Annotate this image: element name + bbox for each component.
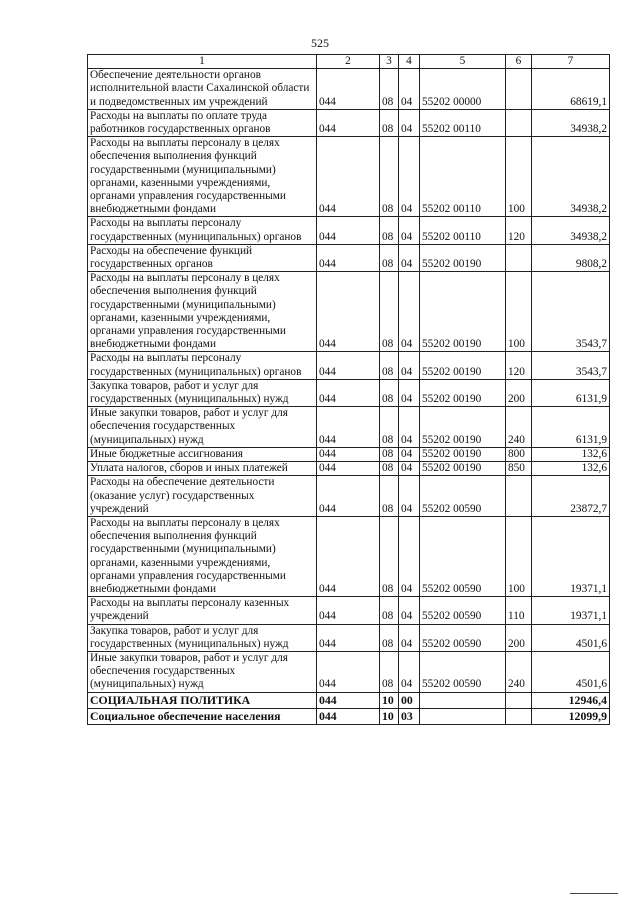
- cell-amount: 19371,1: [532, 597, 610, 624]
- cell-section: 08: [380, 109, 399, 136]
- cell-admin-code: 044: [317, 109, 380, 136]
- cell-target-article: 55202 00190: [420, 407, 506, 448]
- cell-subsection: 04: [399, 447, 420, 461]
- cell-amount: 4501,6: [532, 624, 610, 651]
- cell-section: 08: [380, 651, 399, 692]
- cell-admin-code: 044: [317, 692, 380, 708]
- cell-expense-type: [506, 708, 532, 724]
- cell-target-article: 55202 00590: [420, 597, 506, 624]
- cell-admin-code: 044: [317, 137, 380, 217]
- table-row: [88, 244, 610, 271]
- page-number: 525: [311, 36, 329, 50]
- table-body: [88, 69, 610, 724]
- cell-section: 08: [380, 352, 399, 379]
- cell-section: 08: [380, 244, 399, 271]
- cell-subsection: 04: [399, 651, 420, 692]
- cell-amount: 4501,6: [532, 651, 610, 692]
- budget-table: [87, 54, 610, 725]
- cell-subsection: 00: [399, 692, 420, 708]
- table-row: [88, 217, 610, 244]
- cell-name: СОЦИАЛЬНАЯ ПОЛИТИКА: [88, 692, 317, 708]
- cell-section: 10: [380, 692, 399, 708]
- cell-target-article: 55202 00590: [420, 476, 506, 517]
- cell-section: 08: [380, 137, 399, 217]
- cell-section: 08: [380, 69, 399, 110]
- cell-target-article: 55202 00110: [420, 217, 506, 244]
- cell-subsection: 04: [399, 244, 420, 271]
- cell-name: Расходы на обеспечение функций государственных органов: [88, 244, 317, 271]
- cell-amount: 6131,9: [532, 379, 610, 406]
- cell-name: Обеспечение деятельности органов исполнительной власти Сахалинской области и подведомственных им учреждений: [88, 69, 317, 110]
- cell-section: 08: [380, 624, 399, 651]
- cell-subsection: 03: [399, 708, 420, 724]
- cell-admin-code: 044: [317, 516, 380, 596]
- cell-subsection: 04: [399, 597, 420, 624]
- cell-expense-type: 100: [506, 137, 532, 217]
- cell-target-article: 55202 00190: [420, 244, 506, 271]
- cell-amount: 3543,7: [532, 272, 610, 352]
- cell-admin-code: 044: [317, 651, 380, 692]
- cell-subsection: 04: [399, 137, 420, 217]
- cell-expense-type: [506, 69, 532, 110]
- cell-amount: 23872,7: [532, 476, 610, 517]
- table-row: [88, 352, 610, 379]
- cell-expense-type: 240: [506, 407, 532, 448]
- table-row: [88, 69, 610, 110]
- cell-name: Иные закупки товаров, работ и услуг для обеспечения государственных (муниципальных) нужд: [88, 407, 317, 448]
- cell-expense-type: 850: [506, 462, 532, 476]
- cell-target-article: 55202 00000: [420, 69, 506, 110]
- cell-subsection: 04: [399, 217, 420, 244]
- cell-name: Уплата налогов, сборов и иных платежей: [88, 462, 317, 476]
- cell-target-article: 55202 00110: [420, 137, 506, 217]
- cell-admin-code: 044: [317, 407, 380, 448]
- table-row: [88, 462, 610, 476]
- cell-expense-type: 200: [506, 624, 532, 651]
- column-header: 2: [317, 55, 380, 69]
- cell-name: Расходы на выплаты по оплате труда работников государственных органов: [88, 109, 317, 136]
- cell-section: 08: [380, 476, 399, 517]
- cell-admin-code: 044: [317, 462, 380, 476]
- cell-expense-type: 110: [506, 597, 532, 624]
- cell-amount: 19371,1: [532, 516, 610, 596]
- cell-target-article: 55202 00190: [420, 272, 506, 352]
- cell-target-article: [420, 692, 506, 708]
- cell-subsection: 04: [399, 352, 420, 379]
- cell-subsection: 04: [399, 272, 420, 352]
- table-row: [88, 476, 610, 517]
- cell-expense-type: [506, 476, 532, 517]
- table-row: [88, 379, 610, 406]
- cell-amount: 12099,9: [532, 708, 610, 724]
- table-row: [88, 272, 610, 352]
- cell-name: Иные закупки товаров, работ и услуг для обеспечения государственных (муниципальных) нужд: [88, 651, 317, 692]
- column-header: 5: [420, 55, 506, 69]
- cell-name: Расходы на выплаты персоналу в целях обеспечения выполнения функций государственными (муниципальными) органами, казенными учреждениями, органами управления государственными внебюджетными фондами: [88, 137, 317, 217]
- cell-target-article: 55202 00590: [420, 651, 506, 692]
- cell-section: 08: [380, 516, 399, 596]
- cell-subsection: 04: [399, 476, 420, 517]
- cell-expense-type: 100: [506, 516, 532, 596]
- table-row: [88, 447, 610, 461]
- table-row: [88, 624, 610, 651]
- table-row: [88, 109, 610, 136]
- cell-section: 10: [380, 708, 399, 724]
- cell-admin-code: 044: [317, 708, 380, 724]
- cell-name: Иные бюджетные ассигнования: [88, 447, 317, 461]
- footer-rule: [570, 893, 618, 894]
- cell-name: Закупка товаров, работ и услуг для государственных (муниципальных) нужд: [88, 624, 317, 651]
- column-header: 4: [399, 55, 420, 69]
- cell-admin-code: 044: [317, 624, 380, 651]
- table-row: [88, 597, 610, 624]
- cell-expense-type: 200: [506, 379, 532, 406]
- cell-expense-type: 120: [506, 217, 532, 244]
- cell-subsection: 04: [399, 462, 420, 476]
- cell-target-article: 55202 00110: [420, 109, 506, 136]
- cell-amount: 132,6: [532, 447, 610, 461]
- cell-target-article: 55202 00590: [420, 516, 506, 596]
- cell-section: 08: [380, 447, 399, 461]
- cell-section: 08: [380, 217, 399, 244]
- table-row: [88, 516, 610, 596]
- cell-admin-code: 044: [317, 379, 380, 406]
- cell-name: Расходы на выплаты персоналу в целях обеспечения выполнения функций государственными (муниципальными) органами, казенными учреждениями, органами управления государственными внебюджетными фондами: [88, 272, 317, 352]
- table-row: [88, 407, 610, 448]
- cell-target-article: 55202 00190: [420, 352, 506, 379]
- cell-admin-code: 044: [317, 447, 380, 461]
- cell-amount: 68619,1: [532, 69, 610, 110]
- cell-amount: 6131,9: [532, 407, 610, 448]
- cell-expense-type: 100: [506, 272, 532, 352]
- table-row: [88, 692, 610, 708]
- column-header: 7: [532, 55, 610, 69]
- cell-admin-code: 044: [317, 272, 380, 352]
- cell-section: 08: [380, 462, 399, 476]
- cell-name: Расходы на выплаты персоналу казенных учреждений: [88, 597, 317, 624]
- cell-target-article: 55202 00590: [420, 624, 506, 651]
- cell-section: 08: [380, 597, 399, 624]
- cell-amount: 132,6: [532, 462, 610, 476]
- column-header: 3: [380, 55, 399, 69]
- cell-amount: 12946,4: [532, 692, 610, 708]
- cell-name: Расходы на выплаты персоналу государственных (муниципальных) органов: [88, 217, 317, 244]
- cell-subsection: 04: [399, 69, 420, 110]
- cell-expense-type: 120: [506, 352, 532, 379]
- cell-subsection: 04: [399, 516, 420, 596]
- cell-admin-code: 044: [317, 244, 380, 271]
- cell-expense-type: 240: [506, 651, 532, 692]
- cell-subsection: 04: [399, 379, 420, 406]
- cell-target-article: 55202 00190: [420, 447, 506, 461]
- cell-name: Расходы на выплаты персоналу в целях обеспечения выполнения функций государственными (муниципальными) органами, казенными учреждениями, органами управления государственными внебюджетными фондами: [88, 516, 317, 596]
- cell-target-article: 55202 00190: [420, 379, 506, 406]
- cell-name: Закупка товаров, работ и услуг для государственных (муниципальных) нужд: [88, 379, 317, 406]
- cell-expense-type: [506, 244, 532, 271]
- cell-subsection: 04: [399, 109, 420, 136]
- cell-subsection: 04: [399, 624, 420, 651]
- cell-admin-code: 044: [317, 476, 380, 517]
- cell-section: 08: [380, 379, 399, 406]
- cell-section: 08: [380, 407, 399, 448]
- column-header: 6: [506, 55, 532, 69]
- cell-amount: 34938,2: [532, 137, 610, 217]
- cell-name: Социальное обеспечение населения: [88, 708, 317, 724]
- cell-expense-type: [506, 109, 532, 136]
- cell-target-article: 55202 00190: [420, 462, 506, 476]
- cell-expense-type: 800: [506, 447, 532, 461]
- cell-amount: 34938,2: [532, 109, 610, 136]
- cell-section: 08: [380, 272, 399, 352]
- table-row: [88, 651, 610, 692]
- cell-admin-code: 044: [317, 352, 380, 379]
- table-row: [88, 137, 610, 217]
- cell-admin-code: 044: [317, 69, 380, 110]
- cell-subsection: 04: [399, 407, 420, 448]
- cell-name: Расходы на выплаты персоналу государственных (муниципальных) органов: [88, 352, 317, 379]
- cell-amount: 9808,2: [532, 244, 610, 271]
- cell-amount: 3543,7: [532, 352, 610, 379]
- cell-name: Расходы на обеспечение деятельности (оказание услуг) государственных учреждений: [88, 476, 317, 517]
- column-header: 1: [88, 55, 317, 69]
- cell-admin-code: 044: [317, 217, 380, 244]
- table-row: [88, 708, 610, 724]
- cell-admin-code: 044: [317, 597, 380, 624]
- cell-amount: 34938,2: [532, 217, 610, 244]
- cell-expense-type: [506, 692, 532, 708]
- cell-target-article: [420, 708, 506, 724]
- header-row: [88, 55, 610, 69]
